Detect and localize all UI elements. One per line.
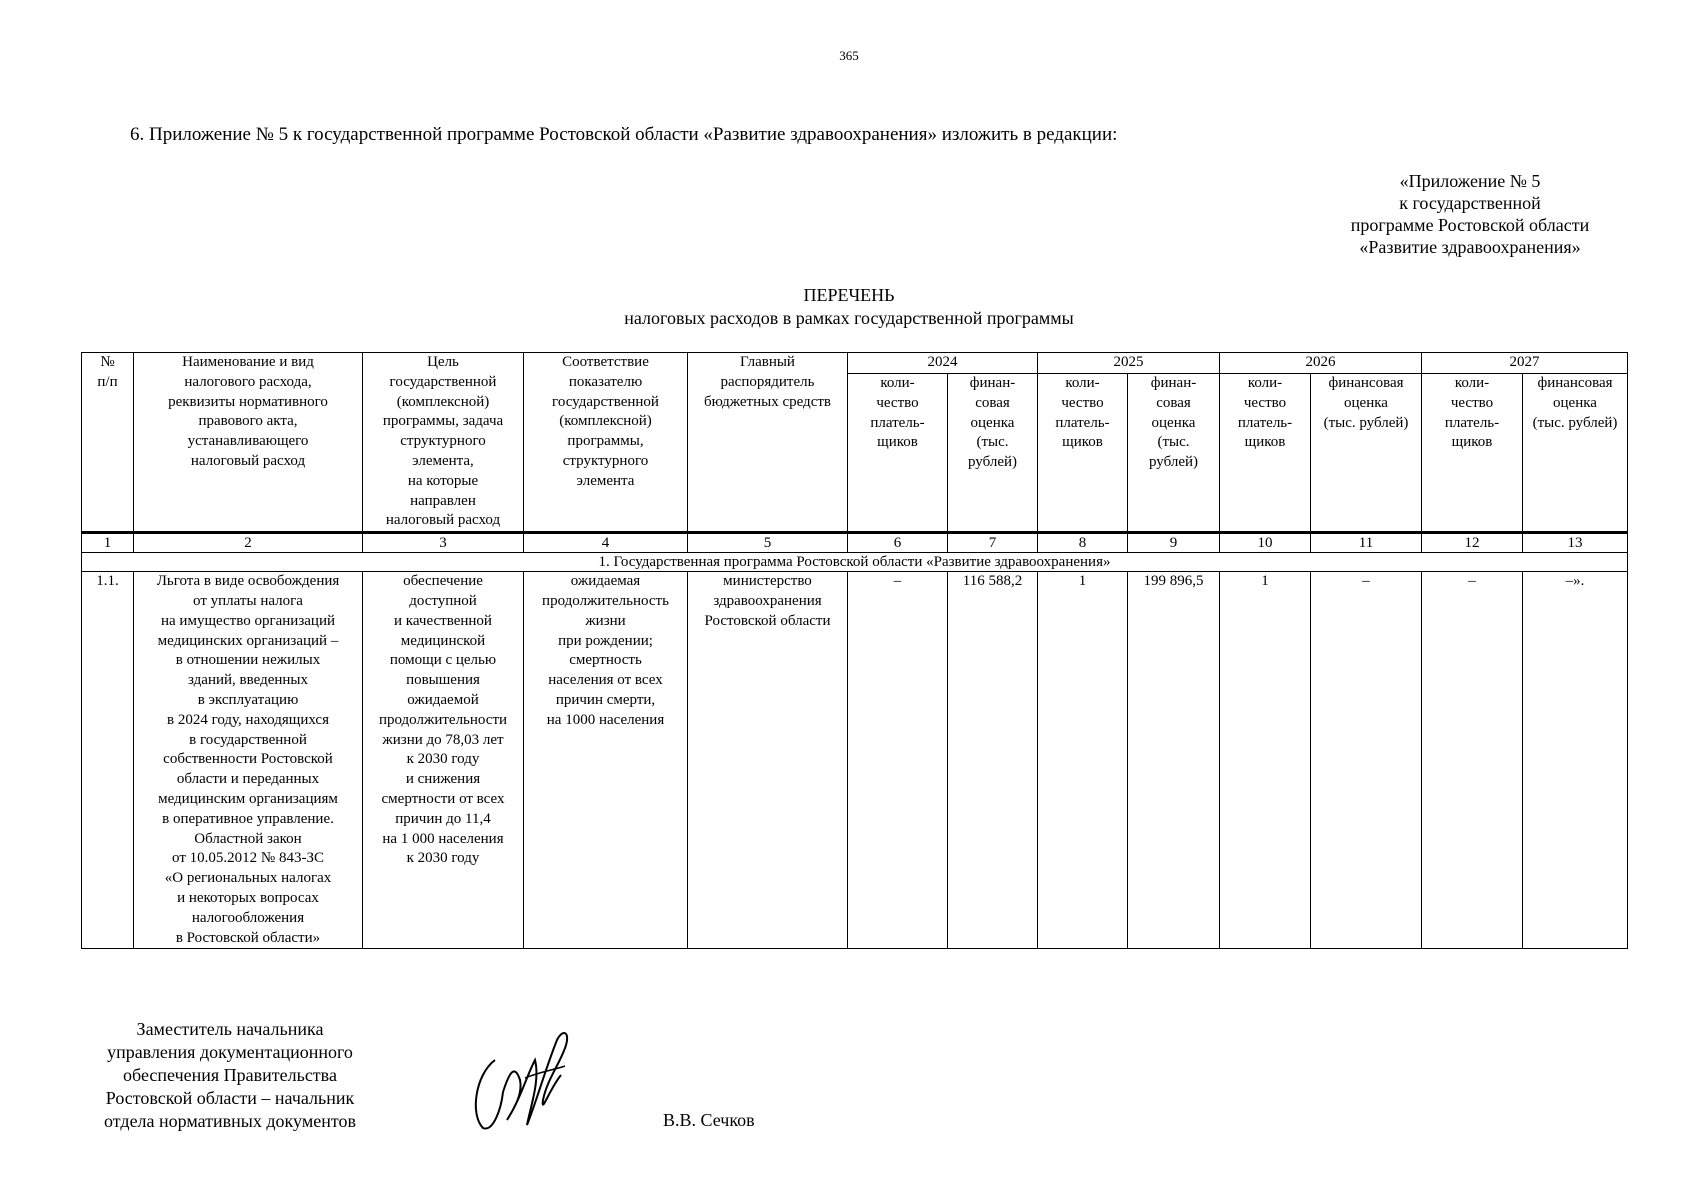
row-manager: министерство здравоохранения Ростовской области	[688, 572, 848, 949]
tax-expenditure-table	[81, 352, 1628, 949]
appendix-line: программе Ростовской области	[1350, 215, 1590, 235]
column-number: 1	[82, 533, 134, 553]
table-row	[82, 572, 1628, 949]
header-payers-2024: коли- чество платель- щиков	[848, 374, 948, 533]
column-number: 9	[1128, 533, 1220, 553]
appendix-line: к государственной	[1399, 193, 1541, 213]
header-name: Наименование и вид налогового расхода, реквизиты нормативного правового акта, устанавливающего налоговый расход	[134, 353, 363, 533]
column-number: 3	[363, 533, 524, 553]
column-number-row	[82, 533, 1628, 553]
header-estimate-2026: финансовая оценка (тыс. рублей)	[1311, 374, 1422, 533]
column-number: 2	[134, 533, 363, 553]
appendix-line: «Развитие здравоохранения»	[1359, 237, 1581, 257]
column-number: 13	[1523, 533, 1628, 553]
header-goal: Цель государственной (комплексной) программы, задача структурного элемента, на которые направлен налоговый расход	[363, 353, 524, 533]
row-indicator: ожидаемая продолжительность жизни при рождении; смертность населения от всех причин смерти, на 1000 населения	[524, 572, 688, 949]
header-manager: Главный распорядитель бюджетных средств	[688, 353, 848, 533]
column-number: 7	[948, 533, 1038, 553]
header-num: № п/п	[82, 353, 134, 533]
section-row	[82, 553, 1628, 572]
row-estimate-2025: 199 896,5	[1128, 572, 1220, 949]
header-year-2025: 2025	[1038, 353, 1220, 374]
row-estimate-2026: –	[1311, 572, 1422, 949]
row-goal: обеспечение доступной и качественной медицинской помощи с целью повышения ожидаемой продолжительности жизни до 78,03 лет к 2030 году и снижения смертности от всех причин до 11,4 на 1 000 населения к 2030 году	[363, 572, 524, 949]
document-title	[0, 284, 1698, 330]
header-payers-2027: коли- чество платель- щиков	[1422, 374, 1523, 533]
page-number: 365	[839, 48, 859, 63]
intro-paragraph: 6. Приложение № 5 к государственной программе Ростовской области «Развитие здравоохранения» изложить в редакции:	[130, 124, 1118, 145]
title-sub: налоговых расходов в рамках государственной программы	[624, 308, 1074, 328]
header-year-2027: 2027	[1422, 353, 1628, 374]
row-num: 1.1.	[82, 572, 134, 949]
header-row-years	[82, 353, 1628, 374]
row-estimate-2027: –».	[1523, 572, 1628, 949]
appendix-line: «Приложение № 5	[1399, 171, 1541, 191]
header-year-2024: 2024	[848, 353, 1038, 374]
row-payers-2025: 1	[1038, 572, 1128, 949]
appendix-caption	[1290, 170, 1650, 258]
header-estimate-2024: финан- совая оценка (тыс. рублей)	[948, 374, 1038, 533]
header-payers-2025: коли- чество платель- щиков	[1038, 374, 1128, 533]
row-payers-2027: –	[1422, 572, 1523, 949]
header-payers-2026: коли- чество платель- щиков	[1220, 374, 1311, 533]
column-number: 6	[848, 533, 948, 553]
column-number: 12	[1422, 533, 1523, 553]
handwritten-signature	[465, 1020, 580, 1135]
header-estimate-2027: финансовая оценка (тыс. рублей)	[1523, 374, 1628, 533]
signatory-position: Заместитель начальника управления документационного обеспечения Правительства Ростовской области – начальник отдела нормативных документов	[104, 1019, 356, 1131]
row-name: Льгота в виде освобождения от уплаты налога на имущество организаций медицинских организаций – в отношении нежилых зданий, введенных в эксплуатацию в 2024 году, находящихся в государственной собственности Ростовской области и переданных медицинским организациям в оперативное управление. Областной закон от 10.05.2012 № 843-ЗС «О региональных налогах и некоторых вопросах налогообложения в Ростовской области»	[134, 572, 363, 949]
row-payers-2024: –	[848, 572, 948, 949]
row-payers-2026: 1	[1220, 572, 1311, 949]
section-title: 1. Государственная программа Ростовской области «Развитие здравоохранения»	[82, 553, 1628, 572]
column-number: 4	[524, 533, 688, 553]
header-estimate-2025: финан- совая оценка (тыс. рублей)	[1128, 374, 1220, 533]
header-year-2026: 2026	[1220, 353, 1422, 374]
title-main: ПЕРЕЧЕНЬ	[803, 285, 895, 305]
signatory-name: В.В. Сечков	[663, 1110, 755, 1130]
column-number: 10	[1220, 533, 1311, 553]
header-indicator: Соответствие показателю государственной (комплексной) программы, структурного элемента	[524, 353, 688, 533]
column-number: 11	[1311, 533, 1422, 553]
row-estimate-2024: 116 588,2	[948, 572, 1038, 949]
column-number: 5	[688, 533, 848, 553]
column-number: 8	[1038, 533, 1128, 553]
